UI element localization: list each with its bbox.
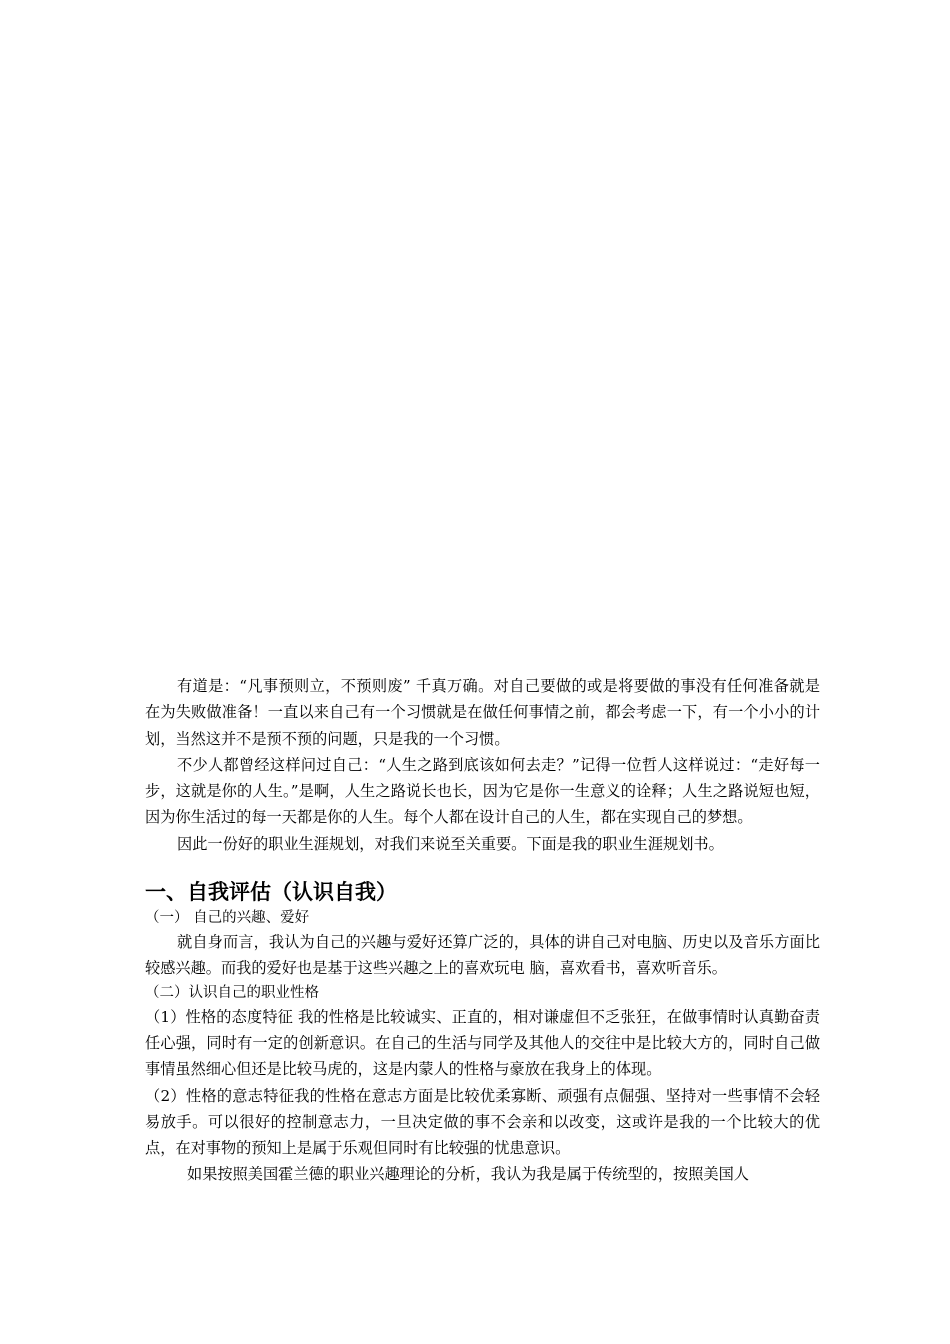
holland-paragraph: 如果按照美国霍兰德的职业兴趣理论的分析，我认为我是属于传统型的，按照美国人 bbox=[187, 1165, 749, 1184]
intro-paragraph-3: 因此一份好的职业生涯规划，对我们来说至关重要。下面是我的职业生涯规划书。 bbox=[177, 834, 724, 853]
intro-paragraph-1: 有道是：“凡事预则立，不预则废” 千真万确。对自己要做的或是将要做的事没有任何准备就是在为失败做准备！一直以来自己有一个习惯就是在做任何事情之前，都会考虑一下，有一个小小的计划，当然这并不是预不预的问题，只是我的一个习惯。 bbox=[145, 677, 820, 748]
subsection-title-interests: （一） 自己的兴趣、爱好 bbox=[145, 910, 310, 927]
document-page bbox=[145, 673, 820, 1188]
interests-paragraph: 就自身而言，我认为自己的兴趣与爱好还算广泛的，具体的讲自己对电脑、历史以及音乐方面比较感兴趣。而我的爱好也是基于这些兴趣之上的喜欢玩电 脑，喜欢看书，喜欢听音乐。 bbox=[145, 933, 820, 978]
subsection-title-personality: （二）认识自己的职业性格 bbox=[145, 984, 319, 1001]
intro-paragraph-2: 不少人都曾经这样问过自己：“人生之路到底该如何去走？”记得一位哲人这样说过：“走好每一步，这就是你的人生。”是啊，人生之路说长也长，因为它是你一生意义的诠释；人生之路说短也短，因为你生活过的每一天都是你的人生。每个人都在设计自己的人生，都在实现自己的梦想。 bbox=[145, 755, 820, 827]
trait-attitude-paragraph: （1）性格的态度特征 我的性格是比较诚实、正直的，相对谦虚但不乏张狂，在做事情时认真勤奋责任心强，同时有一定的创新意识。在自己的生活与同学及其他人的交往中是比较大方的，同时自己做事情虽然细心但还是比较马虎的，这是内蒙人的性格与豪放在我身上的体现。 bbox=[145, 1007, 820, 1079]
section-title: 一、自我评估（认识自我） bbox=[145, 880, 397, 905]
trait-will-paragraph: （2）性格的意志特征我的性格在意志方面是比较优柔寡断、顽强有点倔强、坚持对一些事情不会轻易放手。可以很好的控制意志力，一旦决定做的事不会亲和以改变，这或许是我的一个比较大的优点，在对事物的预知上是属于乐观但同时有比较强的忧患意识。 bbox=[145, 1086, 820, 1158]
